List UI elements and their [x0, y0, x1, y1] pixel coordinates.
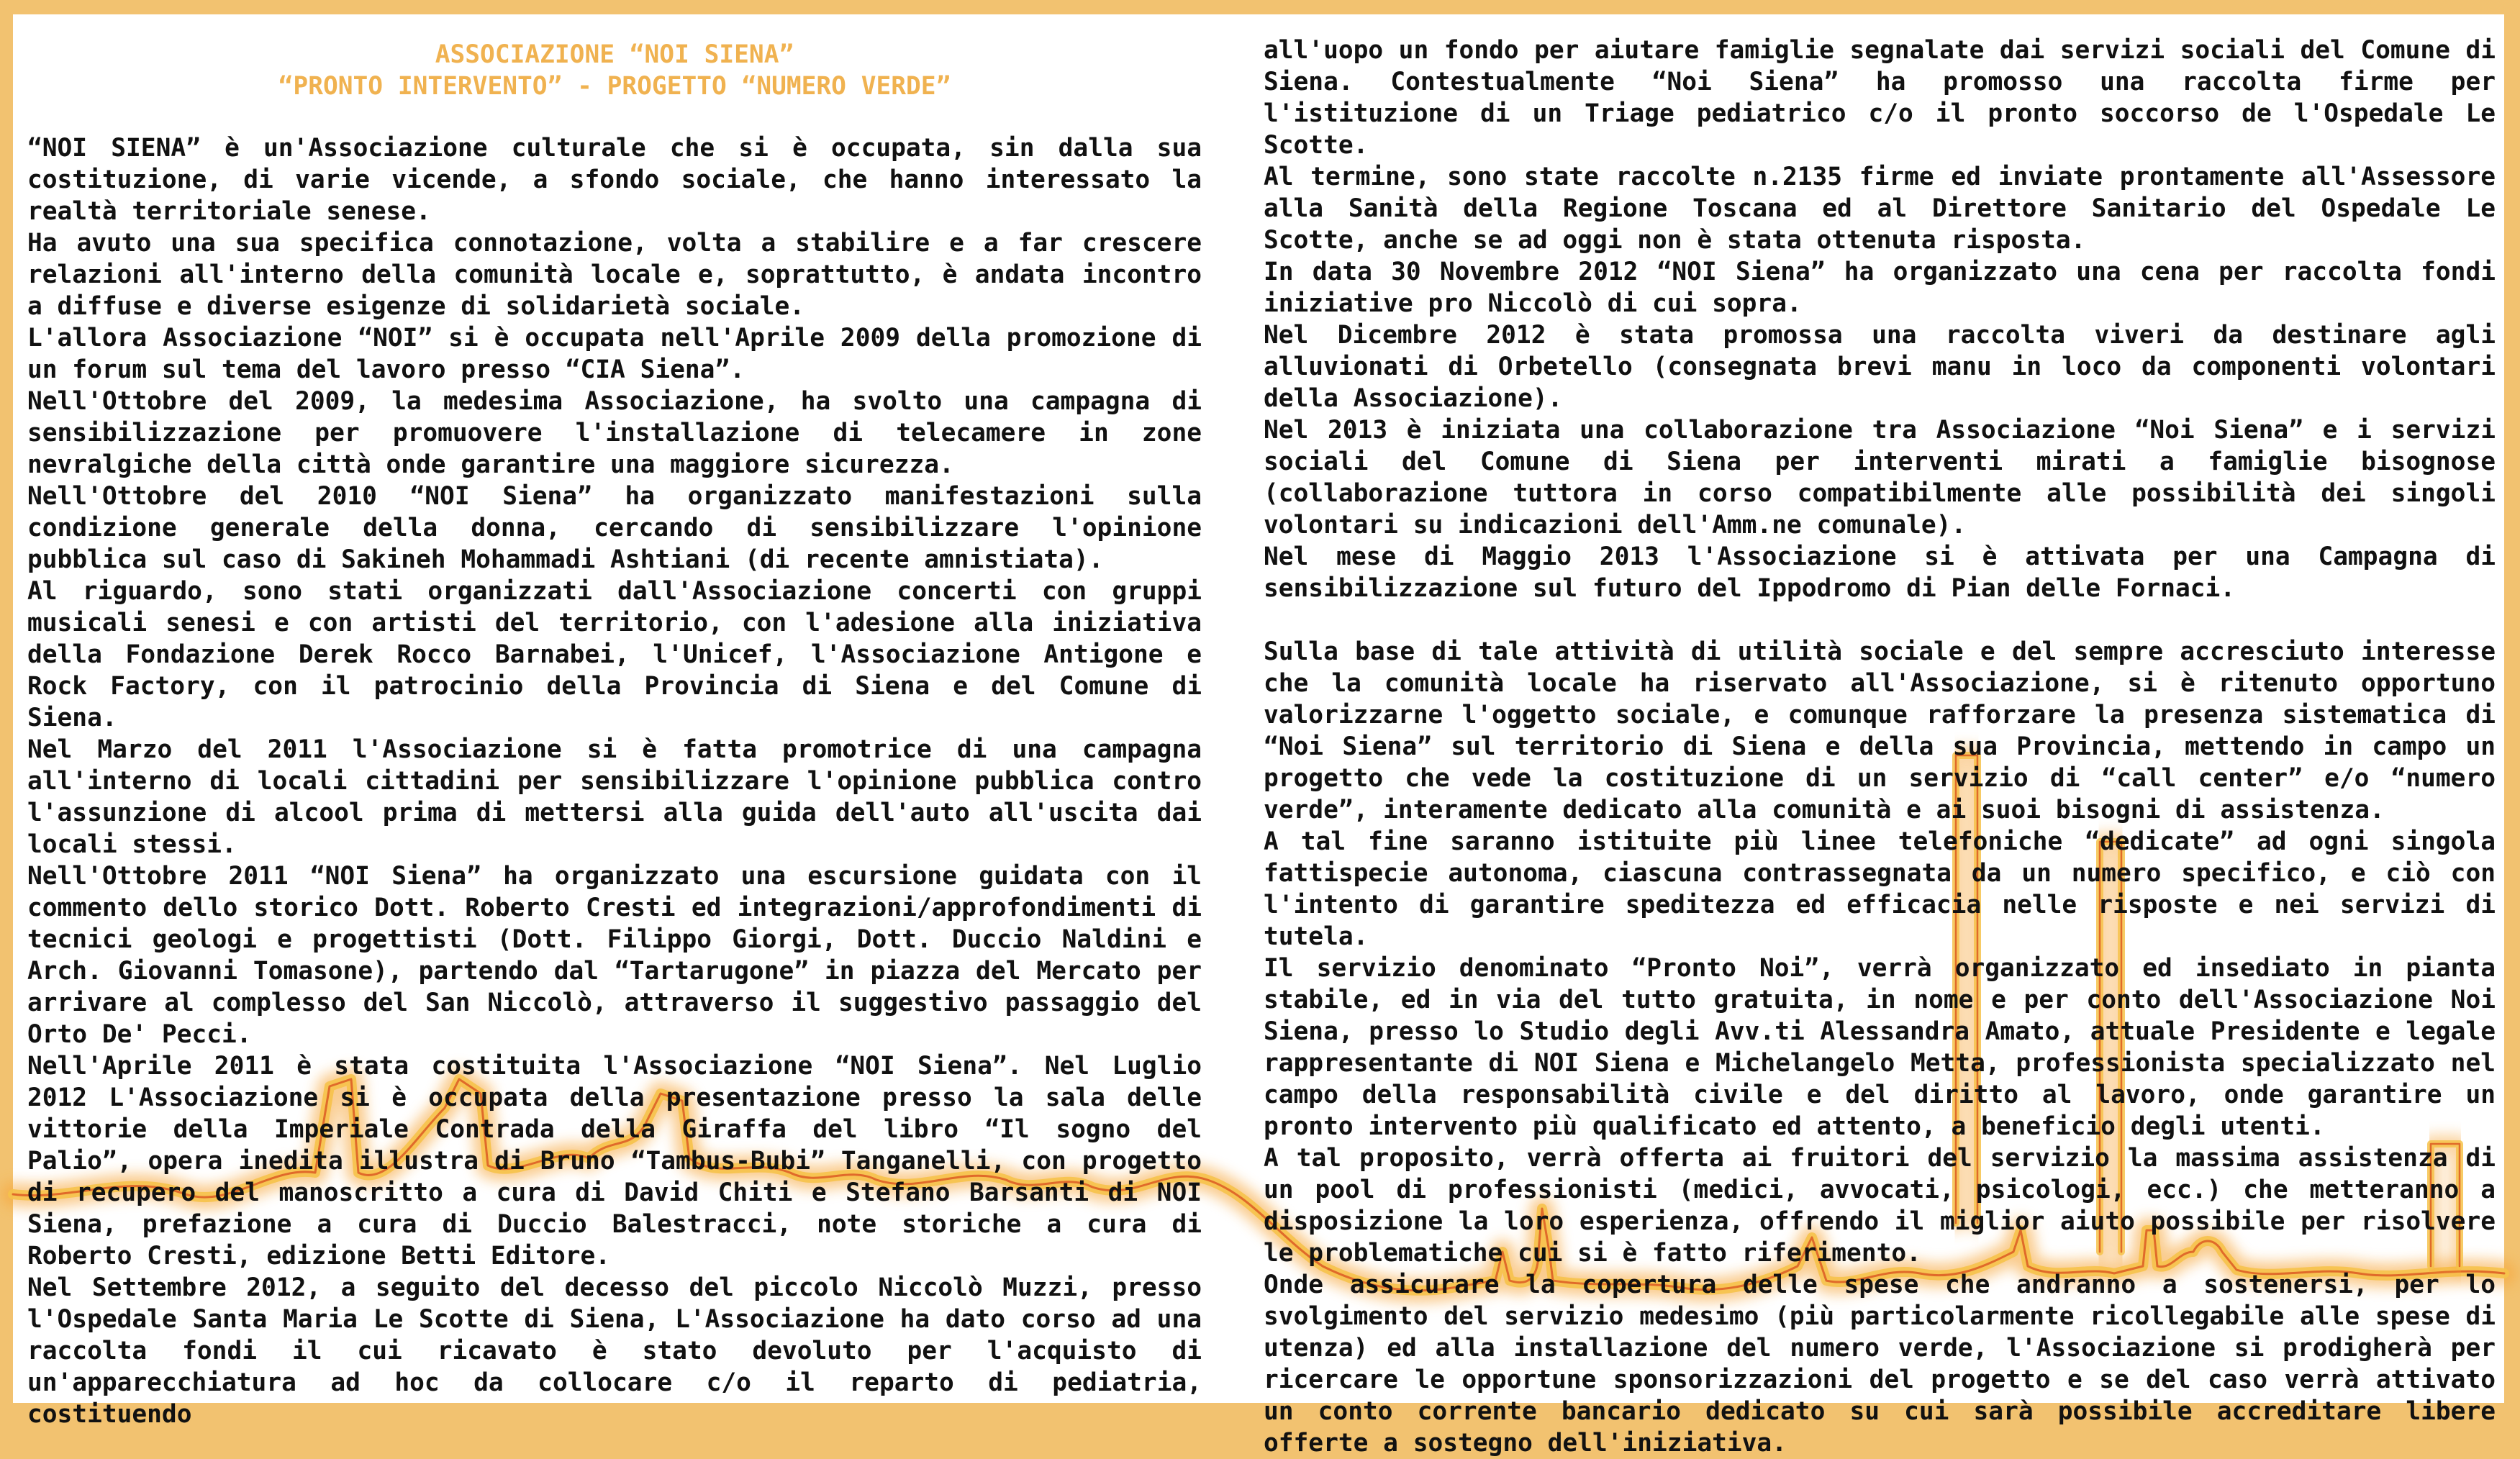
left-column: [27, 39, 1202, 1430]
paragraph: Sulla base di tale attività di utilità sociale e del sempre accresciuto interesse che la comunità locale ha riservato all'Associazione, si è ritenuto opportuno valorizzarne l'oggetto sociale, e comunque rafforzare la presenza sistematica di “Noi Siena” sul territorio di Siena e della sua Provincia, mettendo in campo un progetto che vede la costituzione di un servizio di “call center” e/o “numero verde”, interamente dedicato alla comunità e ai suoi bisogni di assistenza.: [1264, 637, 2496, 824]
paragraph: Ha avuto una sua specifica connotazione, volta a stabilire e a far crescere relazioni all'interno della comunità locale e, soprattutto, è andata incontro a diffuse e diverse esigenze di solidarietà sociale.: [27, 229, 1202, 321]
paragraph: In data 30 Novembre 2012 “NOI Siena” ha organizzato una cena per raccolta fondi iniziative pro Niccolò di cui sopra.: [1264, 258, 2496, 318]
paragraph: L'allora Associazione “NOI” si è occupata nell'Aprile 2009 della promozione di un forum sul tema del lavoro presso “CIA Siena”.: [27, 324, 1202, 384]
title-line-1: ASSOCIAZIONE “NOI SIENA”: [435, 40, 794, 69]
title-line-2: “PRONTO INTERVENTO” - PROGETTO “NUMERO VERDE”: [278, 72, 951, 101]
paragraph: Nell'Ottobre 2011 “NOI Siena” ha organizzato una escursione guidata con il commento dello storico Dott. Roberto Cresti ed integrazioni/approfondimenti di tecnici geologi e progettisti (Dott. Filippo Giorgi, Dott. Duccio Naldini e Arch. Giovanni Tomasone), partendo dal “Tartarugone” in piazza del Mercato per arrivare al complesso del San Niccolò, attraverso il suggestivo passaggio del Orto De' Pecci.: [27, 862, 1202, 1049]
paragraph: Onde assicurare la copertura delle spese che andranno a sostenersi, per lo svolgimento del servizio medesimo (più particolarmente ricollegabile alle spese di utenza) ed alla installazione del numero verde, l'Associazione si prodigherà per ricercare le opportune sponsorizzazioni del progetto e se del caso verrà attivato un conto corrente bancario dedicato su cui sarà possibile accreditare libere offerte a sostegno dell'iniziativa.: [1264, 1271, 2496, 1458]
paragraph: Nell'Aprile 2011 è stata costituita l'Associazione “NOI Siena”. Nel Luglio 2012 L'Associazione si è occupata della presentazione presso la sala delle vittorie della Imperiale Contrada della Giraffa del libro “Il sogno del Palio”, opera inedita illustra di Bruno “Tambus-Bubi” Tanganelli, con progetto di recupero del manoscritto a cura di David Chiti e Stefano Barsanti di NOI Siena, prefazione a cura di Duccio Balestracci, note storiche a cura di Roberto Cresti, edizione Betti Editore.: [27, 1052, 1202, 1271]
paragraph: Al riguardo, sono stati organizzati dall'Associazione concerti con gruppi musicali senesi e con artisti del territorio, con l'adesione alla iniziativa della Fondazione Derek Rocco Barnabei, l'Unicef, l'Associazione Antigone e Rock Factory, con il patrocinio della Provincia di Siena e del Comune di Siena.: [27, 577, 1202, 732]
paragraph: Nell'Ottobre del 2010 “NOI Siena” ha organizzato manifestazioni sulla condizione generale della donna, cercando di sensibilizzare l'opinione pubblica sul caso di Sakineh Mohammadi Ashtiani (di recente amnistiata).: [27, 482, 1202, 574]
paragraph: Nel Dicembre 2012 è stata promossa una raccolta viveri da destinare agli alluvionati di Orbetello (consegnata brevi manu in loco da componenti volontari della Associazione).: [1264, 321, 2496, 413]
paragraph: all'uopo un fondo per aiutare famiglie segnalate dai servizi sociali del Comune di Siena. Contestualmente “Noi Siena” ha promosso una raccolta firme per l'istituzione di un Triage pediatrico c/o il pronto soccorso de l'Ospedale Le Scotte.: [1264, 36, 2496, 160]
paragraph: Nel Marzo del 2011 l'Associazione si è fatta promotrice di una campagna all'interno di locali cittadini per sensibilizzare l'opinione pubblica contro l'assunzione di alcool prima di mettersi alla guida dell'auto all'uscita dai locali stessi.: [27, 735, 1202, 859]
paragraph: “NOI SIENA” è un'Associazione culturale che si è occupata, sin dalla sua costituzione, di varie vicende, a sfondo sociale, che hanno interessato la realtà territoriale senese.: [27, 134, 1202, 226]
paragraph: Al termine, sono state raccolte n.2135 firme ed inviate prontamente all'Assessore alla Sanità della Regione Toscana ed al Direttore Sanitario del Ospedale Le Scotte, anche se ad oggi non è stata ottenuta risposta.: [1264, 163, 2496, 255]
paragraph: Nel mese di Maggio 2013 l'Associazione si è attivata per una Campagna di sensibilizzazione sul futuro del Ippodromo di Pian delle Fornaci.: [1264, 542, 2496, 603]
paragraph: Nell'Ottobre del 2009, la medesima Associazione, ha svolto una campagna di sensibilizzazione per promuovere l'installazione di telecamere in zone nevralgiche della città onde garantire una maggiore sicurezza.: [27, 387, 1202, 479]
document-sheet: [13, 14, 2504, 1458]
header: [27, 39, 1202, 102]
paragraph: A tal fine saranno istituite più linee telefoniche “dedicate” ad ogni singola fattispecie autonoma, ciascuna contrassegnata da un numero specifico, e ciò con l'intento di garantire speditezza ed efficacia nelle risposte e nei servizi di tutela.: [1264, 827, 2496, 951]
paragraph: Il servizio denominato “Pronto Noi”, verrà organizzato ed insediato in pianta stabile, ed in via del tutto gratuita, in nome e per conto dell'Associazione Noi Siena, presso lo Studio degli Avv.ti Alessandra Amato, attuale Presidente e legale rappresentante di NOI Siena e Michelangelo Metta, professionista specializzato nel campo della responsabilità civile e del diritto al lavoro, onde garantire un pronto intervento più qualificato ed attento, a beneficio degli utenti.: [1264, 954, 2496, 1141]
right-column: [1264, 35, 2496, 1459]
paragraph: A tal proposito, verrà offerta ai fruitori del servizio la massima assistenza di un pool di professionisti (medici, avvocati, psicologi, ecc.) che metteranno a disposizione la loro esperienza, offrendo il miglior aiuto possibile per risolvere le problematiche cui si è fatto riferimento.: [1264, 1144, 2496, 1268]
section-spacer: [1264, 604, 2496, 636]
paragraph: Nel 2013 è iniziata una collaborazione tra Associazione “Noi Siena” e i servizi sociali del Comune di Siena per interventi mirati a famiglie bisognose (collaborazione tuttora in corso compatibilmente alle possibilità dei singoli volontari su indicazioni dell'Amm.ne comunale).: [1264, 416, 2496, 540]
paragraph: Nel Settembre 2012, a seguito del decesso del piccolo Niccolò Muzzi, presso l'Ospedale Santa Maria Le Scotte di Siena, L'Associazione ha dato corso ad una raccolta fondi il cui ricavato è stato devoluto per l'acquisto di un'apparecchiatura ad hoc da collocare c/o il reparto di pediatria, costituendo: [27, 1273, 1202, 1429]
